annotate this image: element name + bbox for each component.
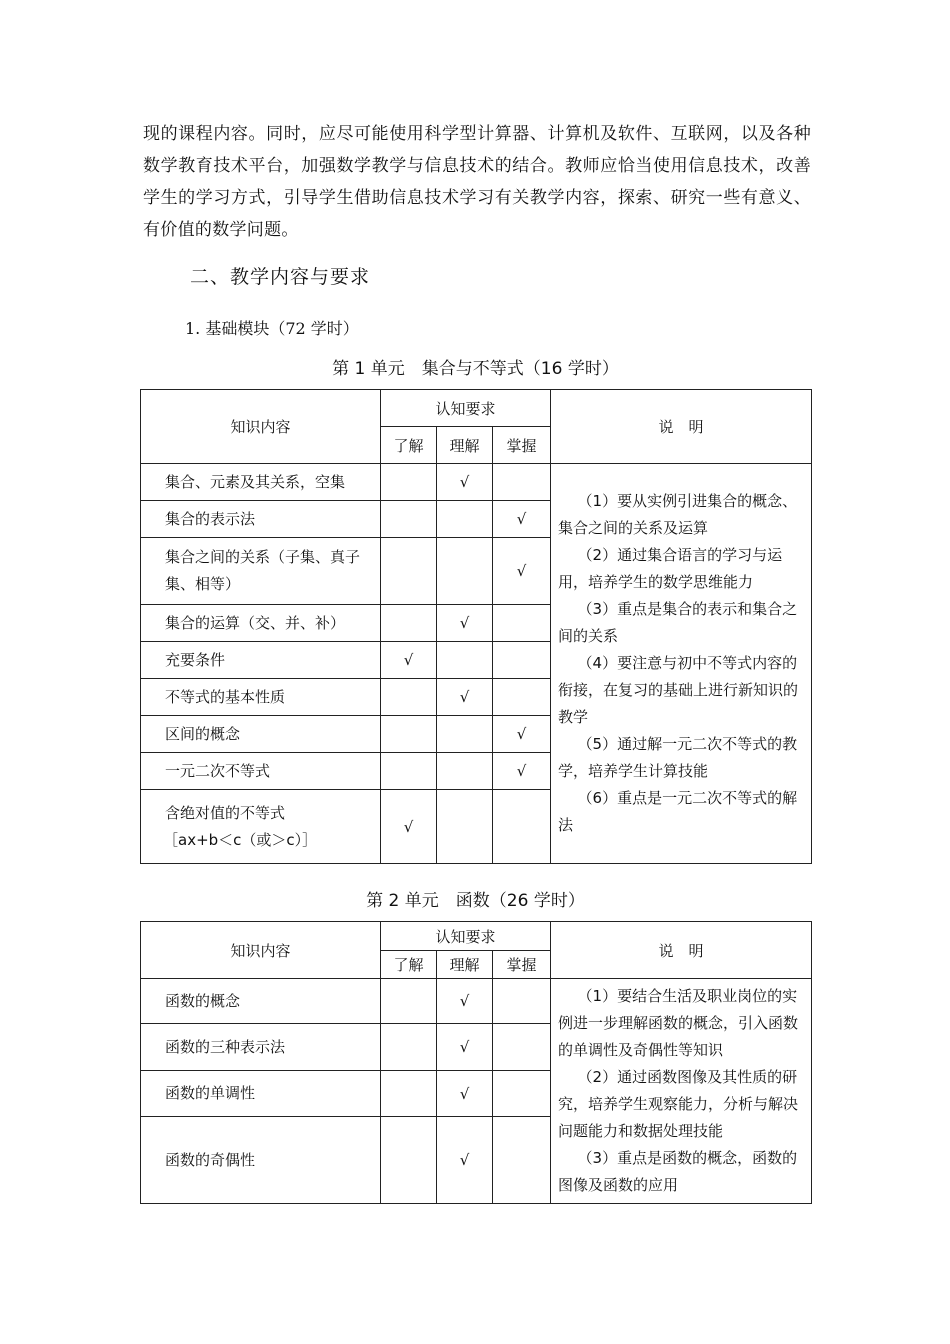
unit2-title: 第 2 单元 函数（26 学时） [366, 891, 585, 911]
master-mark [493, 979, 551, 1024]
master-mark [493, 1070, 551, 1116]
table-row [141, 979, 812, 1024]
understand-mark [381, 501, 437, 538]
header-master: 掌握 [493, 951, 551, 979]
topic-line: 含绝对值的不等式 [165, 803, 286, 822]
comprehend-mark: √ [437, 1024, 493, 1070]
topic-cell: 集合之间的关系（子集、真子集、相等） [141, 538, 381, 605]
header-knowledge: 知识内容 [141, 390, 381, 464]
understand-mark [381, 716, 437, 753]
topic-cell: 充要条件 [141, 642, 381, 679]
unit2-notes [551, 979, 812, 1204]
comprehend-mark: √ [437, 605, 493, 642]
understand-mark [381, 1070, 437, 1116]
understand-mark [381, 605, 437, 642]
note-line: （6）重点是一元二次不等式的解法 [558, 789, 798, 834]
section-title: 二、教学内容与要求 [190, 266, 371, 288]
unit1-title: 第 1 单元 集合与不等式（16 学时） [332, 359, 619, 379]
master-mark: √ [493, 753, 551, 790]
intro-paragraph: 现的课程内容。同时，应尽可能使用科学型计算器、计算机及软件、互联网，以及各种数学教育技术平台，加强数学教学与信息技术的结合。教师应恰当使用信息技术，改善学生的学习方式，引导学生借助信息技术学习有关教学内容，探索、研究一些有意义、有价值的数学问题。 [143, 124, 811, 240]
master-mark [493, 1117, 551, 1204]
understand-mark [381, 979, 437, 1024]
topic-cell: 函数的奇偶性 [141, 1117, 381, 1204]
topic-cell: 区间的概念 [141, 716, 381, 753]
unit1-notes [551, 464, 812, 864]
understand-mark [381, 753, 437, 790]
subsection-title: 1. 基础模块（72 学时） [185, 319, 359, 338]
topic-cell: 集合、元素及其关系，空集 [141, 464, 381, 501]
topic-cell: 函数的概念 [141, 979, 381, 1024]
master-mark [493, 790, 551, 864]
master-mark: √ [493, 538, 551, 605]
note-line: （3）重点是函数的概念，函数的图像及函数的应用 [558, 1149, 798, 1194]
topic-cell [141, 790, 381, 864]
note-line: （1）要从实例引进集合的概念、集合之间的关系及运算 [558, 492, 798, 537]
master-mark [493, 1024, 551, 1070]
comprehend-mark: √ [437, 979, 493, 1024]
comprehend-mark [437, 538, 493, 605]
understand-mark [381, 464, 437, 501]
table-row [141, 464, 812, 501]
understand-mark [381, 1117, 437, 1204]
note-line: （1）要结合生活及职业岗位的实例进一步理解函数的概念，引入函数的单调性及奇偶性等知识 [558, 987, 799, 1059]
master-mark: √ [493, 716, 551, 753]
note-line: （5）通过解一元二次不等式的教学，培养学生计算技能 [558, 735, 798, 780]
understand-mark [381, 538, 437, 605]
topic-cell: 集合的运算（交、并、补） [141, 605, 381, 642]
comprehend-mark: √ [437, 679, 493, 716]
header-cognitive: 认知要求 [381, 390, 551, 427]
comprehend-mark [437, 716, 493, 753]
topic-cell: 函数的单调性 [141, 1070, 381, 1116]
header-understand: 了解 [381, 951, 437, 979]
header-cognitive: 认知要求 [381, 922, 551, 951]
topic-cell: 一元二次不等式 [141, 753, 381, 790]
comprehend-mark: √ [437, 464, 493, 501]
topic-cell: 函数的三种表示法 [141, 1024, 381, 1070]
master-mark [493, 605, 551, 642]
master-mark [493, 679, 551, 716]
understand-mark: √ [381, 642, 437, 679]
topic-cell: 不等式的基本性质 [141, 679, 381, 716]
comprehend-mark [437, 753, 493, 790]
unit2-table [140, 921, 812, 1204]
note-line: （2）通过函数图像及其性质的研究，培养学生观察能力，分析与解决问题能力和数据处理技能 [558, 1068, 799, 1140]
topic-line: ［ax+b＜c（或＞c）］ [163, 830, 318, 849]
header-knowledge: 知识内容 [141, 922, 381, 979]
header-understand: 了解 [381, 427, 437, 464]
understand-mark [381, 679, 437, 716]
master-mark: √ [493, 501, 551, 538]
understand-mark: √ [381, 790, 437, 864]
master-mark [493, 464, 551, 501]
note-line: （3）重点是集合的表示和集合之间的关系 [558, 600, 798, 645]
note-line: （2）通过集合语言的学习与运用，培养学生的数学思维能力 [558, 546, 783, 591]
comprehend-mark [437, 790, 493, 864]
note-line: （4）要注意与初中不等式内容的衔接，在复习的基础上进行新知识的教学 [558, 654, 799, 726]
unit1-table [140, 389, 812, 864]
header-master: 掌握 [493, 427, 551, 464]
header-notes: 说 明 [551, 390, 812, 464]
topic-cell: 集合的表示法 [141, 501, 381, 538]
master-mark [493, 642, 551, 679]
header-comprehend: 理解 [437, 427, 493, 464]
header-comprehend: 理解 [437, 951, 493, 979]
comprehend-mark: √ [437, 1070, 493, 1116]
comprehend-mark [437, 642, 493, 679]
header-notes: 说 明 [551, 922, 812, 979]
comprehend-mark [437, 501, 493, 538]
comprehend-mark: √ [437, 1117, 493, 1204]
understand-mark [381, 1024, 437, 1070]
